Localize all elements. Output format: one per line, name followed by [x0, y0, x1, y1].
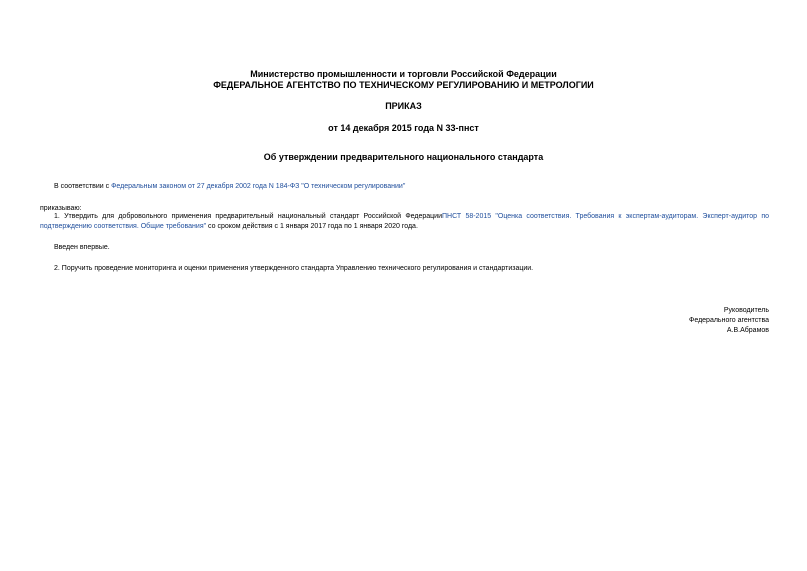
basis-paragraph	[54, 182, 405, 192]
signature-name: А.В.Абрамов	[726, 327, 769, 334]
federal-law-link[interactable]: Федеральным законом от 27 декабря 2002 года N 184-ФЗ "О техническом регулировании"	[111, 183, 406, 190]
signature-organization: Федерального агентства	[689, 317, 769, 324]
ministry-name: Министерство промышленности и торговли Российской Федерации	[250, 69, 557, 79]
item-1-suffix: со сроком действия с 1 января 2017 года по 1 января 2020 года.	[206, 223, 418, 230]
document-title: Об утверждении предварительного национального стандарта	[263, 152, 544, 162]
item-2-paragraph: 2. Поручить проведение мониторинга и оценки применения утвержденного стандарта Управлению технического регулирования и стандартизации.	[54, 265, 534, 272]
document-type: ПРИКАЗ	[385, 101, 422, 111]
order-word: приказываю:	[40, 205, 82, 212]
item-1-prefix: 1. Утвердить для добровольного применения предварительный национальный стандарт Российской Федерации	[54, 213, 442, 220]
item-1-paragraph	[40, 212, 769, 232]
standard-link[interactable]: ПНСТ 58-2015 "Оценка соответствия. Требования к экспертам-аудиторам. Эксперт-аудитор по подтверждению соответствия. Общие требования"	[40, 213, 770, 230]
document-date-number: от 14 декабря 2015 года N 33-пнст	[328, 123, 479, 133]
introduced-note: Введен впервые.	[54, 244, 110, 251]
basis-prefix: В соответствии с	[54, 183, 112, 190]
agency-name: ФЕДЕРАЛЬНОЕ АГЕНТСТВО ПО ТЕХНИЧЕСКОМУ РЕГУЛИРОВАНИЮ И МЕТРОЛОГИИ	[213, 80, 594, 90]
signature-position: Руководитель	[723, 307, 769, 314]
